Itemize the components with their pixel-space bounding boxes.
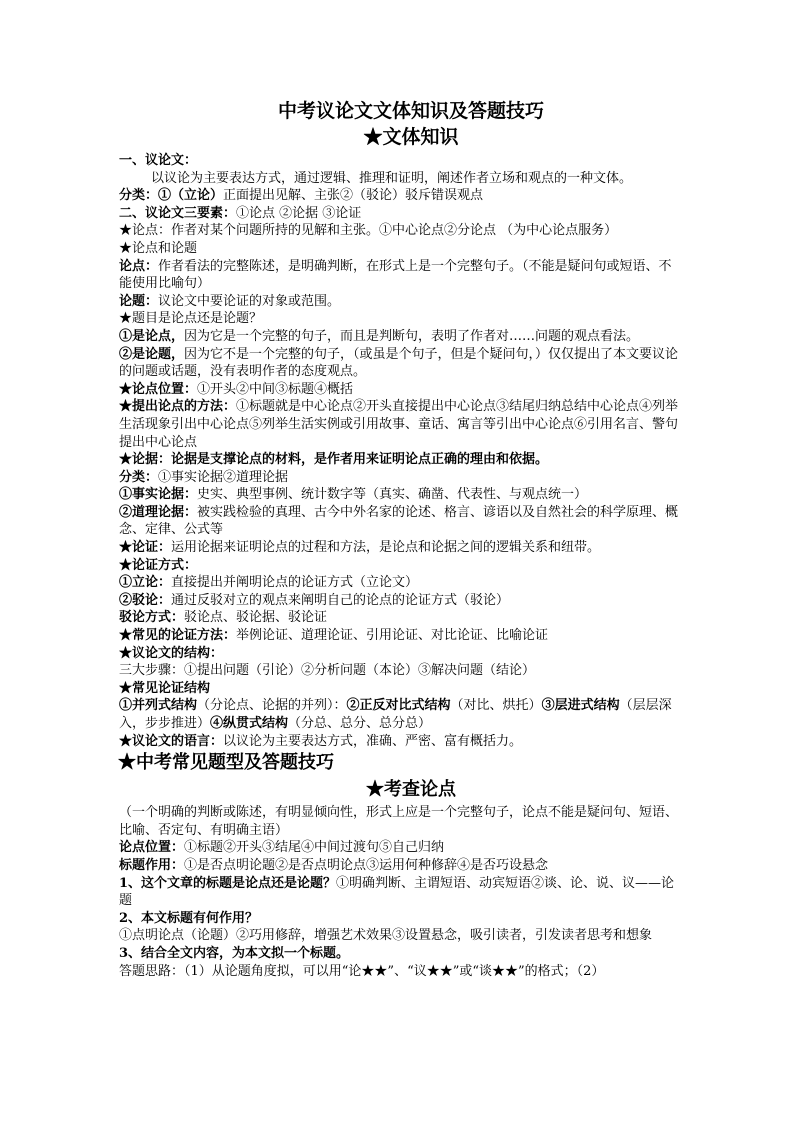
common-structure-heading: ★常见论证结构 xyxy=(119,680,211,696)
bolun: ②驳论：通过反驳对立的观点来阐明自己的论点的论证方式（驳论） xyxy=(119,592,510,608)
section-heading-lundian: ★考查论点 xyxy=(366,779,456,801)
lundian-lunti: ★论点和论题 xyxy=(119,240,198,256)
lundian-explain: 论点：作者看法的完整陈述，是明确判断，在形式上是一个完整句子。（不能是疑问句或短语、不能使用比喻句） xyxy=(119,258,672,292)
question-title: ★题目是论点还是论题？ xyxy=(119,311,263,327)
structure-heading: ★议论文的结构： xyxy=(119,645,224,661)
section-heading-wenti: ★文体知识 xyxy=(363,126,459,148)
question-2: 2、本文标题有何作用？ xyxy=(119,910,259,926)
definition: 以议论为主要表达方式，通过逻辑、推理和证明，阐述作者立场和观点的一种文体。 xyxy=(151,170,633,186)
heading-three-elements: 二、议论文三要素：①论点 ②论据 ③论证 xyxy=(119,205,362,221)
lunti-explain: 论题：议论文中要论证的对象或范围。 xyxy=(119,293,341,309)
three-steps: 三大步骤：①提出问题（引论）②分析问题（本论）③解决问题（结论） xyxy=(119,663,536,679)
common-methods: ★常见的论证方法：举例论证、道理论证、引用论证、对比论证、比喻论证 xyxy=(119,628,549,644)
lundian-def: ★论点：作者对某个问题所持的见解和主张。①中心论点②分论点 （为中心论点服务） xyxy=(119,223,618,239)
heading-yilunwen: 一、议论文： xyxy=(119,153,198,168)
language: ★议论文的语言：以议论为主要表达方式，准确、严密、富有概括力。 xyxy=(119,733,523,749)
lilun: ①立论：直接提出并阐明论点的论证方式（立论文） xyxy=(119,575,419,591)
lundian-position-2: 论点位置：①标题②开头③结尾④中间过渡句⑤自己归纳 xyxy=(119,840,445,856)
question-3: 3、结合全文内容，为本文拟一个标题。 xyxy=(119,945,350,961)
lundian-method: ★提出论点的方法：①标题就是中心论点②开头直接提出中心论点③结尾归纳总结中心论点④列举生活现象引出中心论点⑤列举生活实例或引用故事、童话、寓言等引出中心论点⑥引用名言、警句提出中心论点 xyxy=(119,399,679,450)
fact-evidence: ①事实论据：史实、典型事例、统计数字等（真实、确凿、代表性、与观点统一） xyxy=(119,487,588,503)
answer-lundian: ①是论点，因为它是一个完整的句子，而且是判断句，表明了作者对……问题的观点看法。 xyxy=(119,328,640,344)
reason-evidence: ②道理论据：被实践检验的真理、古今中外名家的论述、格言、谚语以及自然社会的科学原理、概念、定律、公式等 xyxy=(119,504,679,538)
answer-2: ①点明论点（论题）②巧用修辞，增强艺术效果③设置悬念，吸引读者，引发读者思考和想象 xyxy=(119,928,653,944)
classification: 分类：①（立论）正面提出见解、主张②（驳论）驳斥错误观点 xyxy=(119,188,484,204)
lunzheng-def: ★论证：运用论据来证明论点的过程和方法，是论点和论据之间的逻辑关系和纽带。 xyxy=(119,540,601,556)
lundian-position: ★论点位置：①开头②中间③标题④概括 xyxy=(119,381,354,397)
document-title: 中考议论文文体知识及答题技巧 xyxy=(277,100,544,122)
answer-3: 答题思路：（1）从论题角度拟，可以用“论★★”、“议★★”或“谈★★”的格式；（2） xyxy=(119,963,605,979)
title-function: 标题作用：①是否点明论题②是否点明论点③运用何种修辞④是否巧设悬念 xyxy=(119,857,549,873)
section-heading-tixing: ★中考常见题型及答题技巧 xyxy=(118,752,334,774)
lunju-classification: 分类：①事实论据②道理论据 xyxy=(119,469,289,485)
document-page xyxy=(119,98,679,980)
answer-lunti: ②是论题，因为它不是一个完整的句子，（或虽是个句子，但是个疑问句，）仅仅提出了本文要议论的问题或话题，没有表明作者的态度观点。 xyxy=(119,346,679,380)
question-1: 1、这个文章的标题是论点还是论题？①明确判断、主谓短语、动宾短语②谈、论、说、议——论题 xyxy=(119,875,675,909)
lundian-intro: （一个明确的判断或陈述，有明显倾向性，形式上应是一个完整句子，论点不能是疑问句、短语、比喻、否定句、有明确主语） xyxy=(119,805,679,838)
bolun-methods: 驳论方式：驳论点、驳论据、驳论证 xyxy=(119,610,328,626)
lunju-def: ★论据：论据是支撑论点的材料，是作者用来证明论点正确的理由和依据。 xyxy=(119,452,549,468)
lunzheng-methods-heading: ★论证方式： xyxy=(119,557,198,573)
structures: ①并列式结构（分论点、论据的并列）：②正反对比式结构（对比、烘托）③层进式结构（层层深入，步步推进）④纵贯式结构（分总、总分、总分总） xyxy=(119,698,672,731)
